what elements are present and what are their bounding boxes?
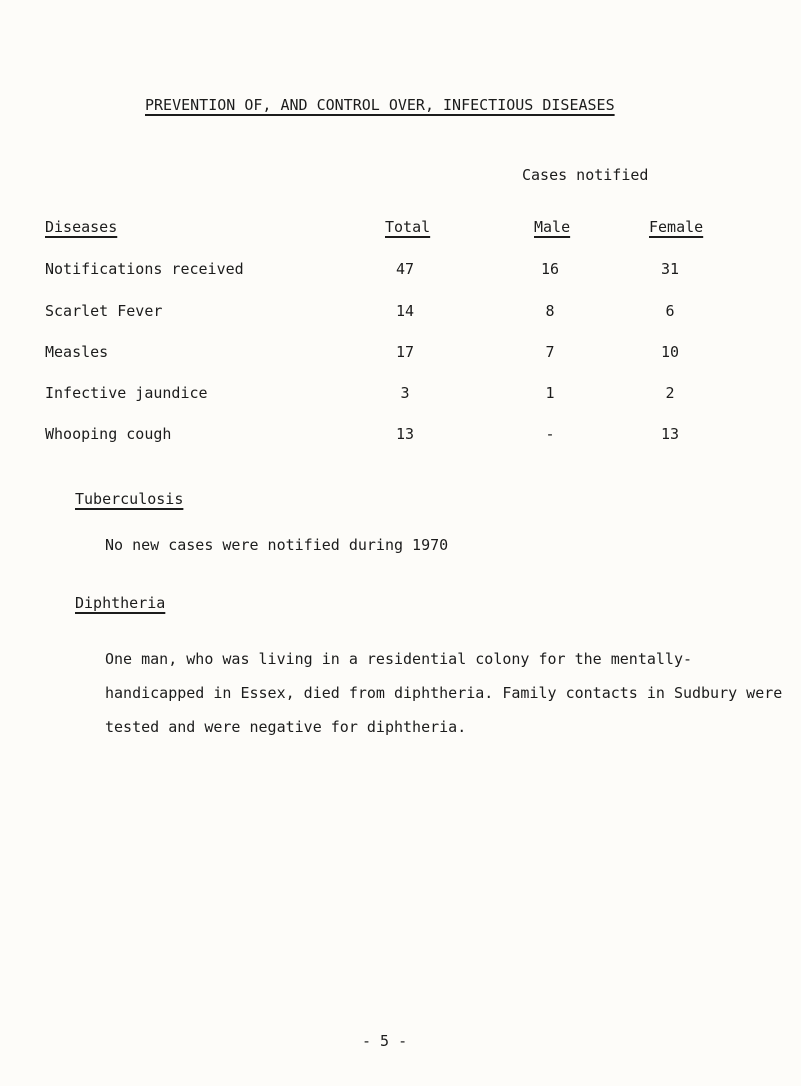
table-row-male: 16 [540, 260, 560, 278]
diphtheria-heading: Diphtheria [75, 594, 166, 612]
table-row-disease: Notifications received [45, 260, 244, 278]
page-title: PREVENTION OF, AND CONTROL OVER, INFECTIOUS DISEASES [145, 96, 615, 114]
column-header-diseases: Diseases [45, 218, 118, 236]
table-row-total: 17 [395, 343, 415, 361]
table-row-male: - [545, 425, 555, 443]
table-row-male: 7 [545, 343, 555, 361]
table-group-header: Cases notified [522, 166, 649, 184]
diphtheria-paragraph: One man, who was living in a residential colony for the mentally-handicapped in Essex, died from diphtheria. Family contacts in Sudbury were tested and were negative for diphtheria. [105, 650, 783, 736]
table-row-disease: Scarlet Fever [45, 302, 163, 320]
tuberculosis-text: No new cases were notified during 1970 [105, 536, 449, 554]
table-row-male: 8 [545, 302, 555, 320]
column-header-total: Total [385, 218, 431, 236]
table-row-total: 47 [395, 260, 415, 278]
table-row-total: 3 [400, 384, 410, 402]
table-row-female: 10 [660, 343, 680, 361]
column-header-female: Female [649, 218, 704, 236]
table-row-female: 6 [665, 302, 675, 320]
table-row-disease: Infective jaundice [45, 384, 208, 402]
page-number: - 5 - [362, 1032, 408, 1050]
table-row-total: 14 [395, 302, 415, 320]
table-row-disease: Measles [45, 343, 109, 361]
tuberculosis-heading: Tuberculosis [75, 490, 184, 508]
diphtheria-text [105, 642, 785, 744]
table-row-female: 2 [665, 384, 675, 402]
table-row-female: 13 [660, 425, 680, 443]
table-row-total: 13 [395, 425, 415, 443]
table-row-female: 31 [660, 260, 680, 278]
table-row-male: 1 [545, 384, 555, 402]
table-row-disease: Whooping cough [45, 425, 172, 443]
column-header-male: Male [534, 218, 571, 236]
